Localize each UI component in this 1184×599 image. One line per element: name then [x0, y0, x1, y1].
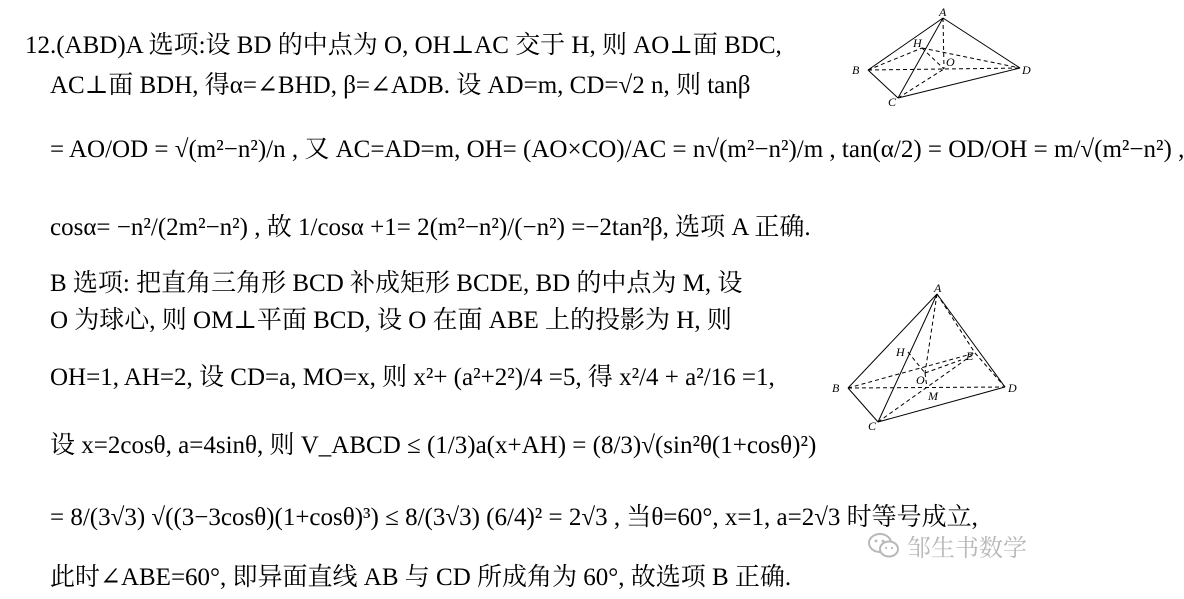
segment-om: [925, 373, 927, 388]
edge-be: [848, 353, 975, 388]
label-a: A: [934, 281, 942, 295]
label-c: C: [888, 95, 897, 109]
watermark-text: 邹生书数学: [907, 534, 1027, 562]
label-d: D: [1022, 63, 1031, 77]
label-h: H: [913, 36, 922, 50]
edge-ac: [898, 18, 943, 98]
label-e: E: [966, 349, 974, 363]
segment-co: [898, 69, 944, 98]
solution-line-1: 12.(ABD)A 选项:设 BD 的中点为 O, OH⊥AC 交于 H, 则 AO⊥面 BDC,: [25, 32, 782, 59]
label-o: O: [946, 55, 955, 69]
solution-line-3: = AO/OD = √(m²−n²)/n , 又 AC=AD=m, OH= (AO×CO)/AC = n√(m²−n²)/m , tan(α/2) = OD/OH = m/√(m²−n²) ,: [50, 136, 1184, 163]
label-b: B: [832, 381, 840, 395]
solution-line-10: 此时∠ABE=60°, 即异面直线 AB 与 CD 所成角为 60°, 故选项 B 正确.: [50, 564, 792, 591]
label-b: B: [852, 63, 860, 77]
edge-cd: [878, 387, 1005, 422]
watermark: [867, 528, 1027, 563]
segment-oh: [922, 48, 944, 69]
edge-cd: [898, 68, 1020, 98]
edge-bc: [848, 388, 878, 422]
label-o: O: [916, 373, 925, 387]
solution-line-6: O 为球心, 则 OM⊥平面 BCD, 设 O 在面 ABE 上的投影为 H, 则: [50, 307, 732, 334]
solution-line-8: 设 x=2cosθ, a=4sinθ, 则 V_ABCD ≤ (1/3)a(x+AH) = (8/3)√(sin²θ(1+cosθ)²): [50, 432, 817, 459]
segment-ao: [943, 18, 944, 69]
pyramid-figure-2: [830, 280, 1030, 433]
solution-line-4: cosα= −n²/(2m²−n²) , 故 1/cosα +1= 2(m²−n²)/(−n²) =−2tan²β, 选项 A 正确.: [50, 214, 811, 241]
edge-ab: [868, 18, 943, 70]
label-m: M: [928, 389, 938, 403]
label-a: A: [939, 5, 947, 19]
segment-oh: [908, 352, 925, 373]
solution-line-9: = 8/(3√3) √((3−3cosθ)(1+cosθ)³) ≤ 8/(3√3) (6/4)² = 2√3 , 当θ=60°, x=1, a=2√3 时等号成立,: [50, 504, 978, 531]
wechat-icon: [867, 532, 901, 560]
solution-line-2: AC⊥面 BDH, 得α=∠BHD, β=∠ADB. 设 AD=m, CD=√2 n, 则 tanβ: [50, 72, 751, 99]
label-h: H: [896, 345, 905, 359]
label-c: C: [868, 419, 877, 433]
solution-line-5: B 选项: 把直角三角形 BCD 补成矩形 BCDE, BD 的中点为 M, 设: [50, 270, 743, 297]
solution-line-7: OH=1, AH=2, 设 CD=a, MO=x, 则 x²+ (a²+2²)/4 =5, 得 x²/4 + a²/16 =1,: [50, 364, 775, 391]
edge-bc: [868, 70, 898, 98]
label-d: D: [1008, 381, 1017, 395]
edge-ed: [975, 353, 1005, 387]
edge-ae: [937, 294, 975, 353]
tetrahedron-figure-1: [850, 5, 1031, 109]
